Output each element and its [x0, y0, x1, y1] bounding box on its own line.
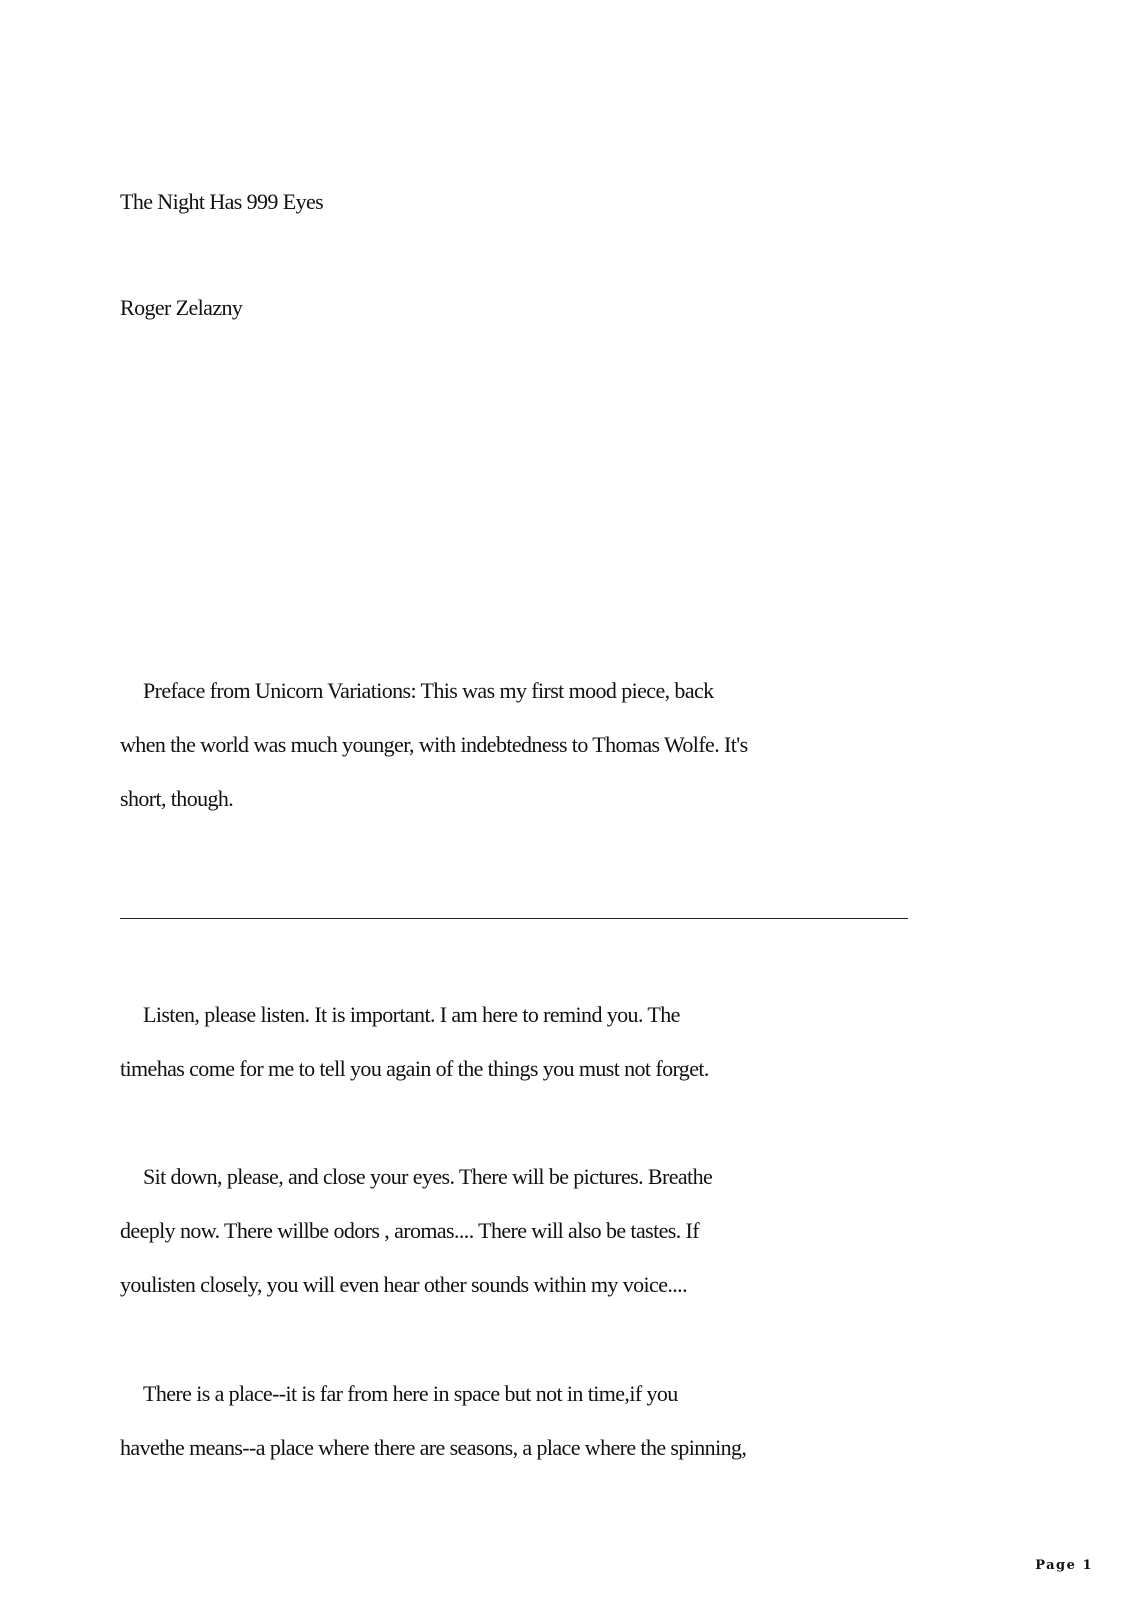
text-line: Listen, please listen. It is important. I am here to remind you. The [143, 1002, 680, 1027]
document-title: The Night Has 999 Eyes [120, 189, 324, 214]
text-line: There is a place--it is far from here in space but not in time,if you [143, 1381, 678, 1406]
text-line: havethe means--a place where there are seasons, a place where the spinning, [120, 1435, 747, 1460]
text-line: short, though. [120, 786, 234, 811]
section-divider [120, 918, 908, 919]
text-line: when the world was much younger, with indebtedness to Thomas Wolfe. It's [120, 732, 748, 757]
text-line: Sit down, please, and close your eyes. There will be pictures. Breathe [143, 1164, 713, 1189]
page-number: Page 1 [1035, 1558, 1093, 1573]
text-line: Preface from Unicorn Variations: This was my first mood piece, back [143, 678, 714, 703]
text-line: deeply now. There willbe odors , aromas.... There will also be tastes. If [120, 1218, 699, 1243]
document-author: Roger Zelazny [120, 295, 243, 320]
text-line: timehas come for me to tell you again of the things you must not forget. [120, 1056, 709, 1081]
text-line: youlisten closely, you will even hear other sounds within my voice.... [120, 1272, 687, 1297]
